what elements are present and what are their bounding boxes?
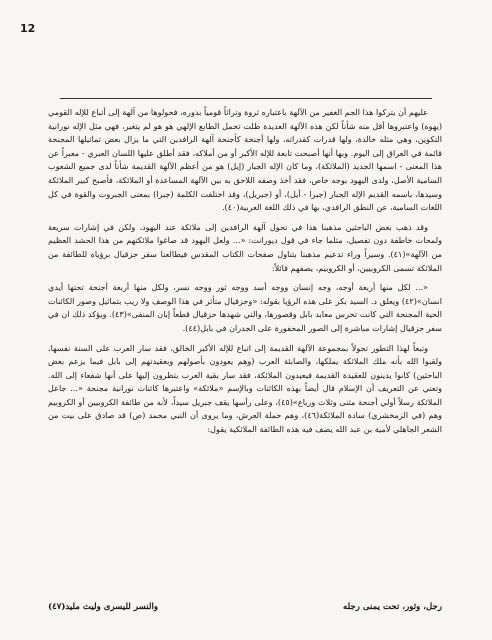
paragraph-4: وتبعاً لهذا التطور تحولاً بمجموعة الآلهة القديمة إلى اتباع للإله الأكبر الخالق، فقد سار العرب على السنة نفسها، ولقبوا الله بأنه ملك الملائكة يملكها، والصابئة العرب (وهم يعودون بأصولهم وبعقيدتهم إلى بابل فيما يزعم بعض الباحثين) كانوا يدينون للعقيدة القديمة فيعبدون الملائكة، فقد سار بقية العرب يتظرون إليها على أنها شفعاء إلى الله. وتعني عن التعريف أن الإسلام قال أيضاً بهذه الكائنات وبالإسم «ملائكة» واعتبرها كائنات نورانية مجنحة «... جاعل الملائكة رسلاً أولي أجنحة مثنى وثلاث ورباع»(٤٥)، وعلى رأسها يقف جبريل سيداً، لأنه من طائفة الكروبيين أو الكروبيم وهم (في الزمخشري) سادة الملائكة(٤٦)، وهم حملة العرش، وما يروى أن النبي محمد (ص) قد صادق على بيت من الشعر الجاهلي لأمية بن عبد الله يصف فيه هذه الطائفة الملائكية يقول: <box>48 342 442 435</box>
poem-hemistich-right: رجل، وثور، تحت يمنى رجله <box>342 602 442 612</box>
body-text <box>48 106 442 443</box>
poem-hemistich-left: والنسر لليسرى وليث مليد(٤٧) <box>48 602 159 612</box>
poem-verse <box>48 602 442 612</box>
top-rule <box>60 98 432 99</box>
paragraph-3: «... لكل منها أربعة أوجه، وجه إنسان ووجه أسد ووجه ثور ووجه نسر، ولكل منها أربعة أجنحة تحتها أيدي انسان»(٤٢) ويعلق د. السيد بكر على هذه الرؤيا بقوله: «وحزقيال متأثر في هذا الوصف ولا ريب بتماثيل وصور الكائنات الحية المجنحة التي كانت تحرس معابد بابل وقصورها، والتي شهدها حزقيال قطعاً إبان المنفى»(٤٣). ويؤكد ذلك ان في سفر حزقيال إشارات مباشرة إلى الصور المحفورة على الجدران في بابل(٤٤). <box>48 282 442 333</box>
page-number: 12 <box>20 22 36 35</box>
paragraph-2: وقد ذهب بعض الباحثين مذهبنا هذا في تحول آلهة الرافدين إلى ملائكة عند اليهود، ولكن في إشارات سريعة ولمحات خاطفة دون تفصيل، مثلما جاء في قول ديورانت: «... ولعل اليهود قد صاغوا ملائكتهم من هذا الحشد العظيم من الآلهة»(٤١). وسيراً وراء تدعيم مذهبنا بتناول صفحات الكتاب المقدس فيطالعنا سفر حزقيال برؤياه للطائفة من الملائكة تسمى الكروبيين، أو الكروبيم، يصفهم قائلاً: <box>48 221 442 273</box>
paragraph-1: عليهم أن يتركوا هذا الجم الغفير من الآلهة باعتباره ثروة وتراثاً قومياً بدوره، فحولوها من آلهة إلى أتباع للإله القومي (يهوه) واعتبروها أقل منه شأناً لكن هذه الآلهة العديدة ظلت تحمل الطابع الإلهي هو هو لم يتغير، فهي مثل الإله نورانية التكوين، وهي مثله خالدة، ولها قدرات كقدراته، ولها أجنحة كأجنحة آلهة الرافدين التي ما يزال بعض تماثيلها المجنحة قائمة في العراق إلى اليوم. وبها أنها أصبحت تابعة للإله الأكبر أو من أملاكه، فقد أطلق عليها اللسان العبري - معبراً عن هذا المعنى - اسمها الجديد (الملائكة)، وما كان الإله الجبار (إيل) هو من أعظم الآلهة القديمة شأناً لدى جميع الشعوب السامية الأصل، ولدى اليهود بوجه خاص، فقد أخذ وصفه اللاحق به بين الآلهة المساعدة أو الملائكة، فأصبح كبير الملائكة وسيدها، باسمه القديم الإله الجبار (جبرا - أيل)، أو (جبريل)، وقد اختلفت الكلمة (جبرا) بمعنى الجبروت والقوة في كل اللغات السامية، عن النطق الرافدي، بها في ذلك اللغة العربية(٤٠). <box>48 107 442 213</box>
